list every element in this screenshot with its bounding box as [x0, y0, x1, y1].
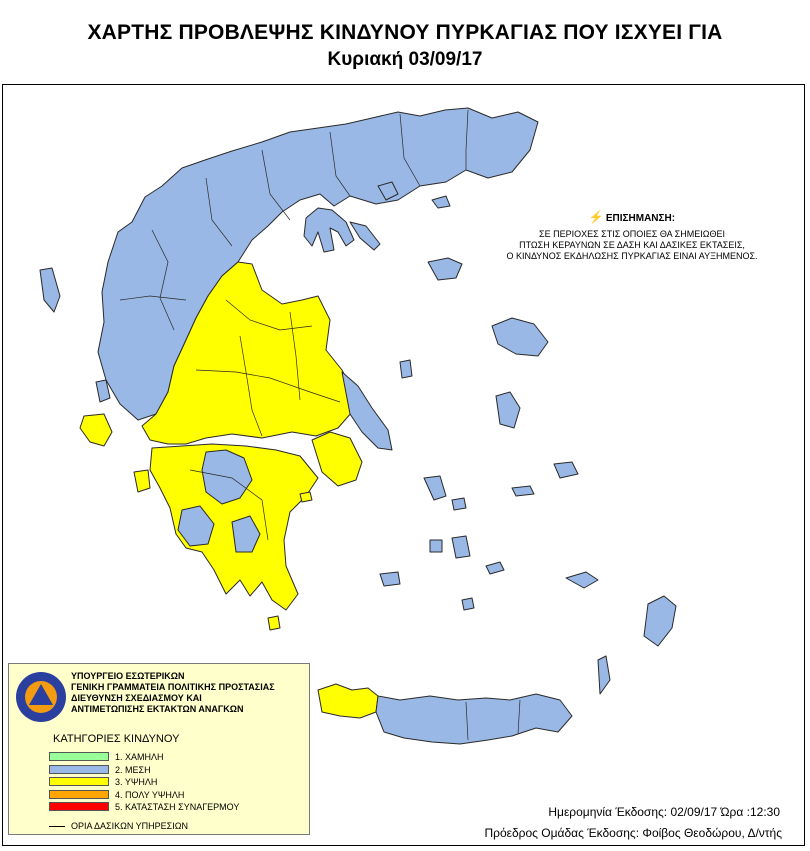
legend-item-high: 3. ΥΨΗΛΗ — [49, 777, 157, 787]
region-chalkidiki — [304, 208, 354, 252]
island-tinos — [452, 498, 466, 510]
island-karpathos — [598, 656, 610, 694]
legend-panel — [8, 663, 310, 835]
note-line-3: Ο ΚΙΝΔΥΝΟΣ ΕΚΔΗΛΩΣΗΣ ΠΥΡΚΑΓΙΑΣ ΕΙΝΑΙ ΑΥΞΗΜΕΝΟΣ. — [506, 251, 758, 261]
island-naxos — [452, 536, 470, 558]
island-skyros — [400, 360, 412, 378]
island-milos — [380, 572, 400, 586]
swatch-alarm — [49, 802, 109, 811]
island-santorini — [462, 598, 474, 610]
categories-title: ΚΑΤΗΓΟΡΙΕΣ ΚΙΝΔΥΝΟΥ — [53, 733, 180, 745]
legend-item-low: 1. ΧΑΜΗΛΗ — [49, 752, 164, 762]
island-kos — [566, 572, 598, 588]
note-line-2: ΠΤΩΣΗ ΚΕΡΑΥΝΩΝ ΣΕ ΔΑΣΗ ΚΑΙ ΔΑΣΙΚΕΣ ΕΚΤΑΣΕΙΣ, — [519, 240, 745, 250]
legend-item-very-high: 4. ΠΟΛΥ ΥΨΗΛΗ — [49, 790, 184, 800]
swatch-very-high — [49, 790, 109, 799]
island-lesvos — [492, 318, 548, 356]
island-paros — [430, 540, 442, 552]
lightning-note — [462, 212, 802, 262]
swatch-low — [49, 752, 109, 761]
map-date: Κυριακή 03/09/17 — [327, 49, 483, 70]
map-title: ΧΑΡΤΗΣ ΠΡΟΒΛΕΨΗΣ ΚΙΝΔΥΝΟΥ ΠΥΡΚΑΓΙΑΣ ΠΟΥ ΙΣΧΥΕΙ ΓΙΑ — [87, 21, 723, 44]
island-limnos — [428, 258, 462, 280]
legend-forest-boundaries: ΟΡΙΑ ΔΑΣΙΚΩΝ ΥΠΗΡΕΣΙΩΝ — [49, 821, 188, 832]
island-amorgos — [486, 562, 504, 574]
swatch-high — [49, 777, 109, 786]
legend-item-alarm: 5. ΚΑΤΑΣΤΑΣΗ ΣΥΝΑΓΕΡΜΟΥ — [49, 802, 239, 812]
lightning-icon: ⚡ — [588, 210, 604, 224]
island-kefalonia — [80, 414, 112, 446]
swatch-medium — [49, 765, 109, 774]
island-rhodes — [644, 596, 676, 646]
island-andros — [424, 476, 446, 500]
legend-item-medium: 2. ΜΕΣΗ — [49, 765, 151, 775]
organization-name: ΥΠΟΥΡΓΕΙΟ ΕΣΩΤΕΡΙΚΩΝ ΓΕΝΙΚΗ ΓΡΑΜΜΑΤΕΙΑ ΠΟΛΙΤΙΚΗΣ ΠΡΟΣΤΑΣΙΑΣ ΔΙΕΥΘΥΝΣΗ ΣΧΕΔΙΑΣΜΟΥ ΚΑΙ ΑΝΤΙΜΕΤΩΠΙΣΗΣ ΕΚΤΑΚΤΩΝ ΑΝΑΓΚΩΝ — [71, 671, 275, 714]
boundary-line-icon — [49, 826, 65, 827]
note-line-1: ΣΕ ΠΕΡΙΟΧΕΣ ΣΤΙΣ ΟΠΟΙΕΣ ΘΑ ΣΗΜΕΙΩΘΕΙ — [539, 229, 725, 239]
region-attica — [312, 432, 362, 486]
region-crete-east — [376, 694, 572, 744]
island-chios — [496, 392, 520, 428]
issue-author: Πρόεδρος Ομάδας Έκδοσης: Φοίβος Θεοδώρου, Δ/ντής — [484, 826, 782, 840]
island-kythira — [268, 616, 280, 630]
region-crete-west — [318, 684, 378, 718]
note-heading: ⚡ ΕΠΙΣΗΜΑΝΣΗ: — [588, 210, 676, 224]
island-aegina — [300, 492, 312, 502]
civil-protection-logo-icon — [15, 671, 67, 723]
region-athos — [350, 222, 380, 250]
island-ikaria — [512, 486, 534, 496]
island-kerkyra — [40, 268, 60, 312]
island-zakynthos — [134, 470, 150, 492]
issue-date: Ημερομηνία Έκδοσης: 02/09/17 Ώρα :12:30 — [548, 805, 780, 819]
island-samos — [554, 462, 578, 478]
island-samothraki — [432, 196, 450, 208]
